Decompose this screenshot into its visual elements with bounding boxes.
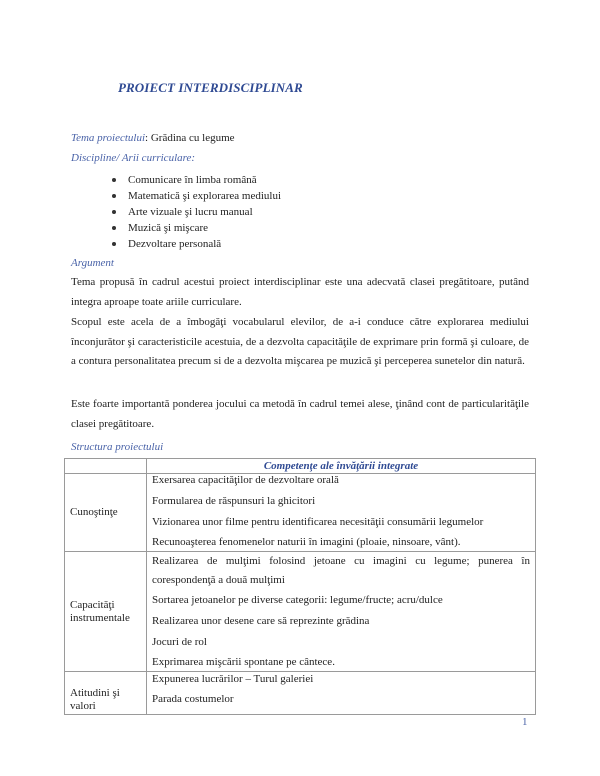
category-cell: Atitudini şi valori [65,672,147,715]
structure-table [64,458,536,715]
list-item [112,172,281,188]
competence-item: Exersarea capacităţilor de dezvoltare orală [152,474,339,486]
tema-label: Tema proiectului [71,132,146,144]
argument-heading: Argument [71,257,114,269]
document-title: PROIECT INTERDISCIPLINAR [118,80,303,95]
table-corner-cell [65,459,147,474]
competence-cell [147,474,536,552]
discipline-label: Discipline/ Arii curriculare: [71,152,196,164]
competence-item: Recunoaşterea fenomenelor naturii în imagini (ploaie, ninsoare, vânt). [152,536,461,548]
argument-paragraph-2: Scopul este acela de a îmbogăţi vocabularul elevilor, de a-i conduce către explorarea mediului înconjurător şi caracteristicile acestuia, de a dezvolta capacităţile de exprimare prin formă şi culoare, de a contura personalitatea precum si de a dezvolta mişcarea pe muzică şi perceperea sunetelor din natură. [71,316,529,367]
list-item [112,204,281,220]
competence-item: Exprimarea mişcării spontane pe cântece. [152,656,335,668]
table-row [65,552,536,672]
competence-item: Formularea de răspunsuri la ghicitori [152,495,316,507]
tema-value: : Grădina cu legume [145,132,235,144]
category-cell: Cunoştinţe [65,474,147,552]
competence-item: Expunerea lucrărilor – Turul galeriei [152,673,314,685]
list-item [112,188,281,204]
list-item-text: Comunicare în limba română [128,174,257,186]
competence-cell [147,672,536,715]
list-item-text: Dezvoltare personală [128,238,222,250]
page-number: 1 [522,716,528,728]
list-item [112,236,281,252]
competence-item: Sortarea jetoanelor pe diverse categorii: legume/fructe; acru/dulce [152,594,443,606]
list-item [112,220,281,236]
category-cell: Capacităţi instrumentale [65,552,147,672]
table-header: Competenţe ale învăţării integrate [147,459,536,474]
competence-cell [147,552,536,672]
bullet-icon [112,226,116,230]
tema-line [71,131,235,145]
discipline-list [112,172,281,252]
bullet-icon [112,210,116,214]
list-item-text: Muzică şi mişcare [128,222,209,234]
bullet-icon [112,194,116,198]
competence-item: Realizarea de mulţimi folosind jetoane cu imagini cu legume; punerea în corespondenţă a două mulţimi [152,555,530,586]
competence-item: Vizionarea unor filme pentru identificarea necesităţii consumării legumelor [152,516,484,528]
bullet-icon [112,242,116,246]
competence-item: Parada costumelor [152,693,234,705]
argument-paragraph-3: Este foarte importantă ponderea jocului ca metodă în cadrul temei alese, ţinând cont de particularităţile clasei pregătitoare. [71,398,529,430]
table-header-row [65,459,536,474]
structura-heading: Structura proiectului [71,441,164,453]
argument-paragraph-1: Tema propusă în cadrul acestui proiect interdisciplinar este una adecvată clasei pregătitoare, putând integra aproape toate ariile curriculare. [71,276,529,308]
list-item-text: Matematică şi explorarea mediului [128,190,282,202]
table-row [65,672,536,715]
table-row [65,474,536,552]
competence-item: Jocuri de rol [152,636,207,648]
list-item-text: Arte vizuale şi lucru manual [128,206,253,218]
bullet-icon [112,178,116,182]
competence-item: Realizarea unor desene care să reprezinte grădina [152,615,370,627]
